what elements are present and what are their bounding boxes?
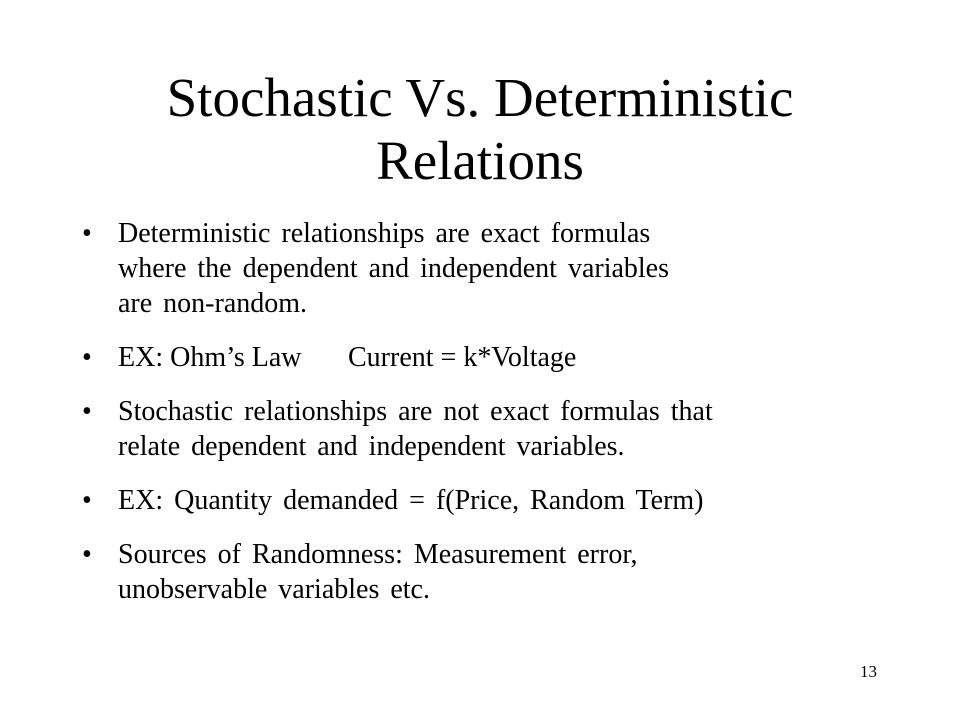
bullet-text-line: where the dependent and independent variables <box>118 253 670 284</box>
bullet-item-stochastic <box>82 394 902 464</box>
bullet-text <box>118 394 902 464</box>
bullet-item-sources-of-randomness <box>82 537 902 607</box>
example-formula: Current = k*Voltage <box>348 342 577 373</box>
bullet-list <box>82 216 902 626</box>
bullet-text-line: EX: Quantity demanded = f(Price, Random Term) <box>118 485 704 516</box>
bullet-text-line <box>118 340 902 375</box>
bullet-dot-icon: • <box>82 539 92 570</box>
example-label: EX: Ohm’s Law <box>118 342 302 373</box>
bullet-text <box>118 483 902 518</box>
slide-title <box>0 66 960 192</box>
page-number: 13 <box>860 662 877 681</box>
slide-title-line-1: Stochastic Vs. Deterministic <box>166 67 794 128</box>
bullet-text <box>118 340 902 375</box>
bullet-item-deterministic <box>82 216 902 321</box>
bullet-dot-icon: • <box>82 218 92 249</box>
bullet-dot-icon: • <box>82 485 92 516</box>
bullet-item-ohms-law <box>82 340 902 375</box>
bullet-text-line: Sources of Randomness: Measurement error, <box>118 539 638 570</box>
bullet-text-line: unobservable variables etc. <box>118 574 430 605</box>
bullet-text-line: are non-random. <box>118 288 308 319</box>
slide-title-line-2: Relations <box>376 130 584 191</box>
bullet-text-line: Deterministic relationships are exact formulas <box>118 218 651 249</box>
bullet-dot-icon: • <box>82 396 92 427</box>
bullet-item-quantity-demanded <box>82 483 902 518</box>
bullet-text <box>118 216 902 321</box>
bullet-text-line: Stochastic relationships are not exact formulas that <box>118 396 713 427</box>
bullet-text-line: relate dependent and independent variables. <box>118 431 625 462</box>
bullet-dot-icon: • <box>82 342 92 373</box>
bullet-text <box>118 537 902 607</box>
